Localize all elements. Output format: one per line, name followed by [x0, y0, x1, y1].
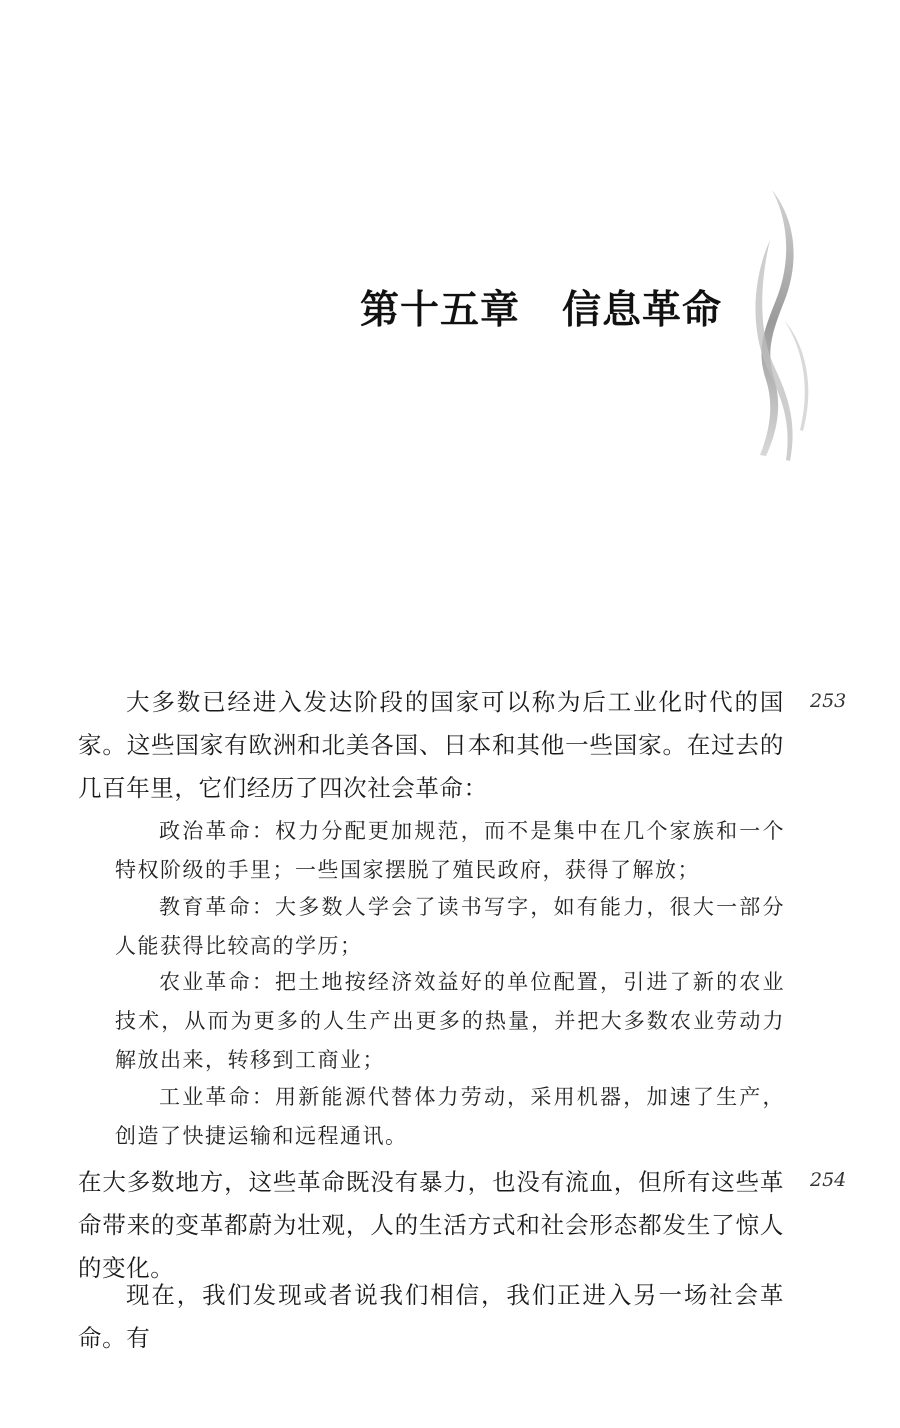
revolution-item: 工业革命：用新能源代替体力劳动，采用机器，加速了生产，创造了快捷运输和远程通讯。	[115, 1085, 785, 1148]
paragraph-intro: 大多数已经进入发达阶段的国家可以称为后工业化时代的国家。这些国家有欧洲和北美各国、日本和其他一些国家。在过去的几百年里，它们经历了四次社会革命：	[78, 688, 784, 802]
margin-page-ref: 254	[810, 1169, 847, 1191]
paragraph-body: 在大多数地方，这些革命既没有暴力，也没有流血，但所有这些革命带来的变革都蔚为壮观，人的生活方式和社会形态都发生了惊人的变化。	[78, 1168, 784, 1282]
margin-page-ref: 253	[810, 690, 847, 712]
paragraph-body: 现在，我们发现或者说我们相信，我们正进入另一场社会革命。有	[78, 1281, 784, 1352]
chapter-number: 第十五章	[360, 288, 521, 333]
revolution-item: 教育革命：大多数人学会了读书写字，如有能力，很大一部分人能获得比较高的学历；	[115, 895, 785, 958]
chapter-title	[360, 285, 722, 337]
revolution-item: 政治革命：权力分配更加规范，而不是集中在几个家族和一个特权阶级的手里；一些国家摆脱了殖民政府，获得了解放；	[115, 819, 785, 882]
revolution-item: 农业革命：把土地按经济效益好的单位配置，引进了新的农业技术，从而为更多的人生产出更多的热量，并把大多数农业劳动力解放出来，转移到工商业；	[115, 970, 785, 1072]
decorative-flourish-icon	[740, 180, 820, 470]
chapter-name: 信息革命	[562, 288, 723, 333]
